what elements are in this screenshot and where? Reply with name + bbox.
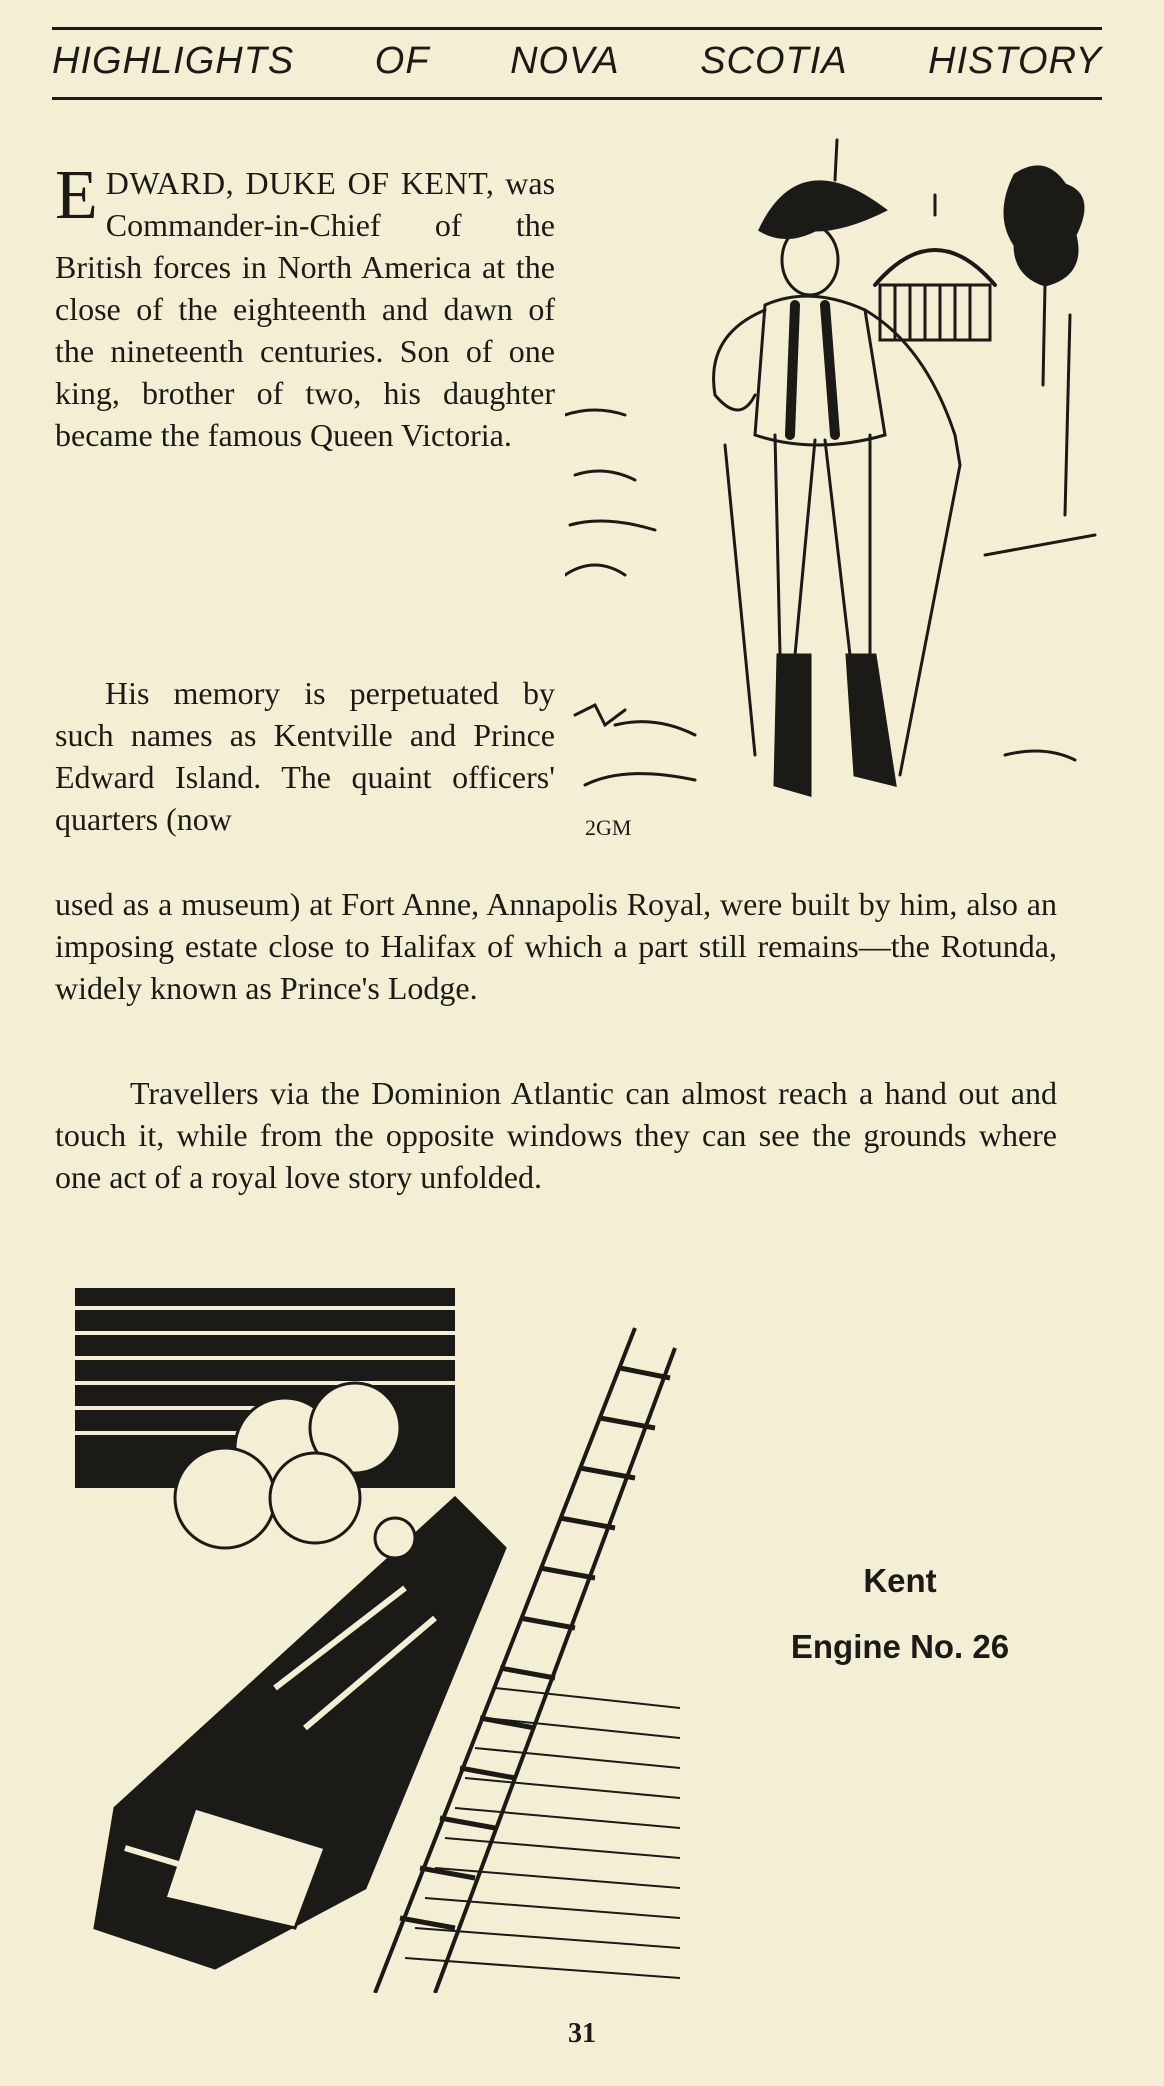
paragraph-body: was Commander-in-Chief of the British forces in North America at the close of the eighteenth and dawn of the nineteenth centuries. Son of one king, brother of two, his daughter became the famous Queen Victoria. xyxy=(55,165,556,453)
header-word: OF xyxy=(374,39,430,82)
header-rule-top xyxy=(52,27,1102,30)
header-rule-bottom xyxy=(52,97,1102,100)
train-illustration xyxy=(75,1288,680,1993)
page-number: 31 xyxy=(568,2018,596,2049)
header-word: HISTORY xyxy=(928,39,1102,82)
paragraph-duke-intro xyxy=(55,157,556,456)
header-word: HIGHLIGHTS xyxy=(52,39,295,82)
paragraph-travellers: Travellers via the Dominion Atlantic can almost reach a hand out and touch it, while from the opposite windows they can see the grounds where one act of a royal love story unfolded. xyxy=(55,1075,1057,1195)
paragraph-memory-continued: used as a museum) at Fort Anne, Annapolis Royal, were built by him, also an imposing estate close to Halifax of which a part still remains—the Rotunda, widely known as Prince's Lodge. xyxy=(55,886,1057,1006)
header-word: NOVA xyxy=(510,39,620,82)
illustration-caption xyxy=(740,1548,1060,1680)
paragraph-memory: His memory is perpetuated by such names as Kentville and Prince Edward Island. The quaint officers' quarters (now xyxy=(55,675,555,837)
caption-line: Kent xyxy=(863,1562,937,1599)
lead-caps: DWARD, DUKE OF KENT, xyxy=(105,165,495,201)
artist-signature: 2GM xyxy=(585,815,632,840)
duke-of-kent-illustration xyxy=(565,135,1100,875)
caption-line: Engine No. 26 xyxy=(790,1628,1010,1665)
header-word: SCOTIA xyxy=(700,39,848,82)
running-header xyxy=(52,36,1102,86)
drop-cap: E xyxy=(55,157,98,234)
